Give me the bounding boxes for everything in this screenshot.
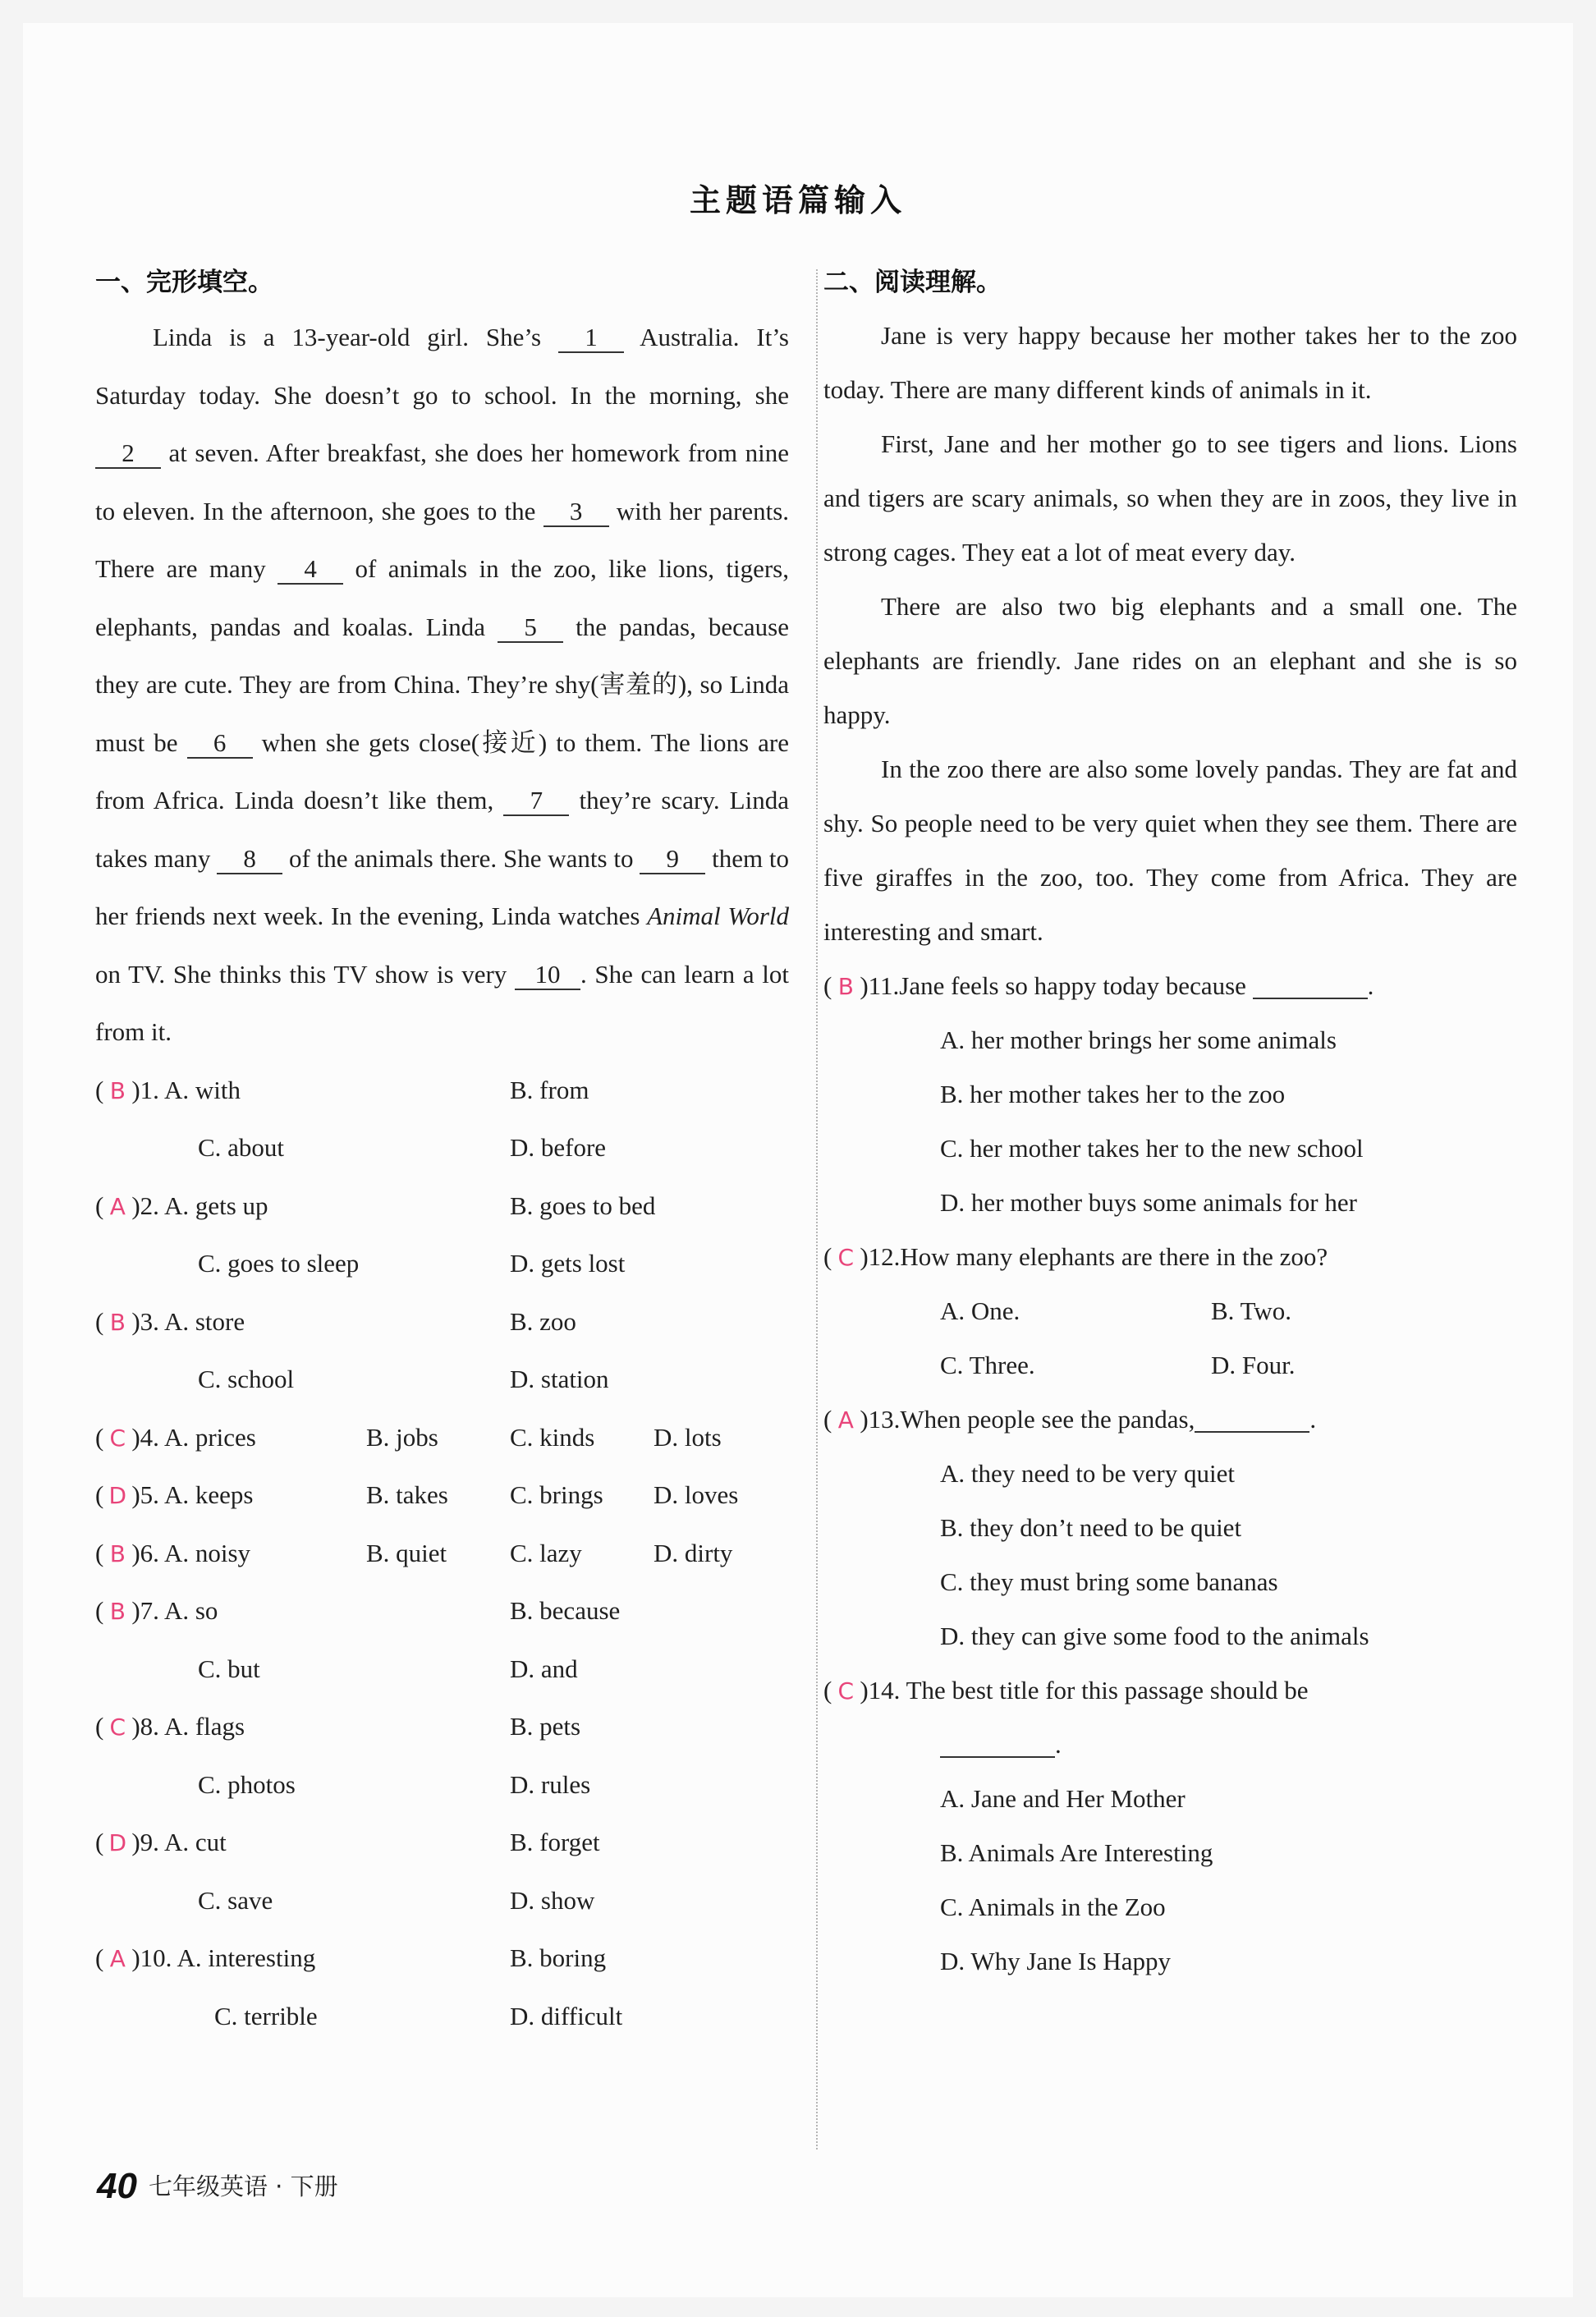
reading-question: ( C )12.How many elephants are there in the zoo? — [823, 1230, 1517, 1284]
cloze-question-options: C. save D. show — [198, 1885, 595, 1915]
answer-mark: C — [837, 1244, 855, 1271]
reading-paragraph: Jane is very happy because her mother takes her to the zoo today. There are many different kinds of animals in it. — [823, 321, 1517, 404]
cloze-section — [95, 266, 789, 2045]
cloze-question: ( B )3. A. store B. zoo — [95, 1293, 789, 1351]
blank-3: 3 — [543, 498, 609, 527]
blank-4: 4 — [277, 555, 343, 585]
answer-mark: A — [109, 1945, 126, 1972]
reading-option: A. One. B. Two. — [940, 1296, 1292, 1325]
blank-10: 10 — [515, 961, 580, 990]
book-title: 七年级英语 · 下册 — [148, 2172, 338, 2200]
cloze-question: ( B )6. A. noisy B. quiet C. lazy D. dirty — [95, 1525, 789, 1583]
page-number: 40 — [97, 2166, 137, 2206]
reading-option: B. her mother takes her to the zoo — [940, 1080, 1286, 1108]
cloze-question: ( C )4. A. prices B. jobs C. kinds D. lots — [95, 1409, 789, 1467]
reading-question: ( B )11.Jane feels so happy today because . — [823, 959, 1517, 1013]
cloze-question: ( A )10. A. interesting B. boring — [95, 1929, 789, 1988]
answer-mark: B — [109, 1076, 126, 1104]
reading-option: A. her mother brings her some animals — [940, 1025, 1337, 1054]
cloze-question: ( A )2. A. gets up B. goes to bed — [95, 1177, 789, 1236]
stem-blank — [1195, 1411, 1309, 1433]
reading-option: C. Three. D. Four. — [940, 1351, 1296, 1379]
stem-blank — [1253, 978, 1368, 999]
cloze-question: ( B )7. A. so B. because — [95, 1582, 789, 1640]
answer-mark: B — [109, 1539, 126, 1567]
reading-heading: 二、阅读理解。 — [823, 268, 1002, 297]
reading-option: C. her mother takes her to the new school — [940, 1134, 1364, 1163]
reading-section — [823, 266, 1517, 1989]
reading-paragraph: In the zoo there are also some lovely pandas. They are fat and shy. So people need to be very quiet when they see them. There are five giraffes in the zoo, too. They come from Africa. They are interesting and smart. — [823, 755, 1517, 946]
reading-option: B. Animals Are Interesting — [940, 1838, 1213, 1867]
reading-paragraph: There are also two big elephants and a small one. The elephants are friendly. Jane rides on an elephant and she is so happy. — [823, 592, 1517, 729]
cloze-question-options: C. but D. and — [198, 1654, 578, 1683]
page-footer — [97, 2166, 338, 2207]
reading-option: B. they don’t need to be quiet — [940, 1513, 1242, 1542]
reading-option: A. Jane and Her Mother — [940, 1784, 1186, 1813]
cloze-question-options: C. photos D. rules — [198, 1769, 591, 1799]
cloze-question-options: C. school D. station — [198, 1365, 609, 1393]
page — [23, 23, 1573, 2297]
blank-6: 6 — [187, 729, 253, 759]
reading-passage — [823, 309, 1517, 959]
reading-option: A. they need to be very quiet — [940, 1459, 1235, 1488]
cloze-question: ( D )9. A. cut B. forget — [95, 1814, 789, 1872]
answer-mark: A — [837, 1406, 854, 1434]
reading-option: C. they must bring some bananas — [940, 1567, 1278, 1596]
answer-mark: B — [109, 1598, 126, 1625]
blank-8: 8 — [217, 845, 282, 874]
cloze-paragraph: Linda is a 13-year-old girl. She’s 1 Australia. It’s Saturday today. She doesn’t go to school. In the morning, she 2 at seven. After breakfast, she does her homework from nine to eleven. In the afternoon, she goes to the 3 with her parents. There are many 4 of animals in the zoo, like lions, tigers, elephants, pandas and koalas. Linda 5 the pandas, because they are cute. They are from China. They’re shy(害羞的), so Linda must be 6 when she gets close(接近) to them. The lions are from Africa. Linda doesn’t like them, 7 they’re scary. Linda takes many 8 of the animals there. She wants to 9 them to her friends next week. In the evening, Linda watches Animal World on TV. She thinks this TV show is very 10 . She can learn a lot from it. — [95, 323, 790, 1046]
cloze-question: ( B )1. A. with B. from — [95, 1062, 789, 1120]
answer-mark: C — [837, 1677, 855, 1704]
cloze-heading: 一、完形填空。 — [95, 268, 273, 297]
answer-mark: B — [109, 1308, 126, 1336]
answer-mark: A — [109, 1192, 126, 1220]
blank-7: 7 — [503, 787, 569, 816]
answer-mark: D — [108, 1482, 127, 1509]
blank-2: 2 — [95, 439, 161, 469]
blank-9: 9 — [640, 845, 705, 874]
answer-mark: B — [837, 973, 854, 1000]
stem-blank — [940, 1737, 1055, 1758]
reading-question-continuation: . — [823, 1718, 1517, 1772]
answer-mark: C — [109, 1424, 126, 1452]
cloze-question: ( C )8. A. flags B. pets — [95, 1698, 789, 1756]
column-divider — [816, 269, 818, 2150]
reading-question: ( A )13.When people see the pandas, . — [823, 1392, 1517, 1447]
cloze-question-options: C. about D. before — [198, 1133, 607, 1162]
reading-option: D. they can give some food to the animals — [940, 1622, 1369, 1650]
answer-mark: C — [109, 1714, 126, 1741]
page-title: 主题语篇输入 — [689, 182, 906, 218]
reading-paragraph: First, Jane and her mother go to see tigers and lions. Lions and tigers are scary animals, so when they are in zoos, they live in strong cages. They eat a lot of meat every day. — [823, 429, 1517, 567]
cloze-question-options: C. terrible D. difficult — [214, 2001, 623, 2030]
blank-5: 5 — [498, 613, 563, 643]
cloze-question-options: C. goes to sleep D. gets lost — [198, 1249, 626, 1278]
answer-mark: D — [108, 1829, 127, 1856]
cloze-passage — [95, 309, 789, 1062]
reading-option: C. Animals in the Zoo — [940, 1893, 1166, 1921]
blank-1: 1 — [558, 323, 624, 353]
reading-question: ( C )14. The best title for this passage should be — [823, 1663, 1517, 1718]
reading-option: D. her mother buys some animals for her — [940, 1188, 1357, 1217]
reading-option: D. Why Jane Is Happy — [940, 1947, 1171, 1975]
cloze-question: ( D )5. A. keeps B. takes C. brings D. loves — [95, 1466, 789, 1525]
